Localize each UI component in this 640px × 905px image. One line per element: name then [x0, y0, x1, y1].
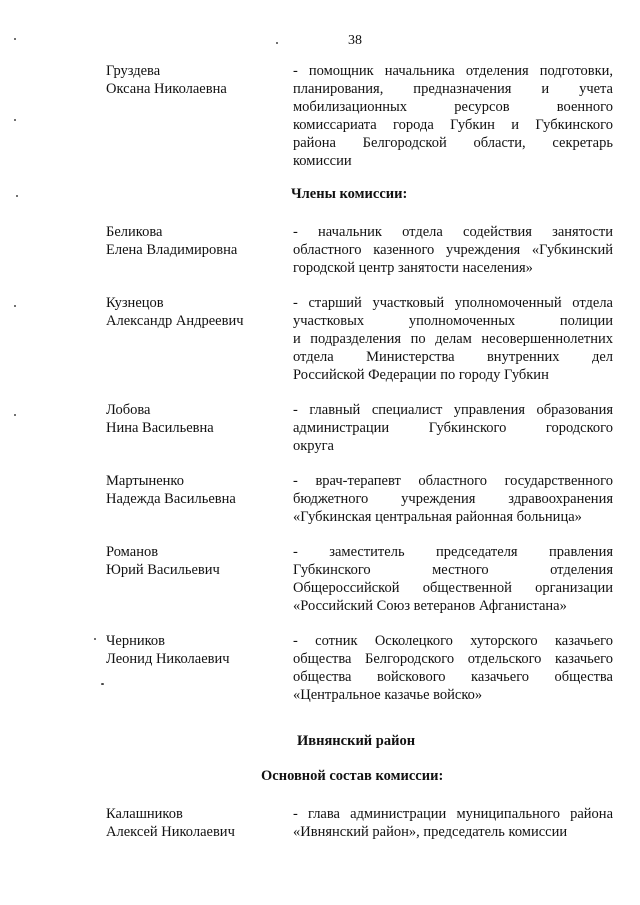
person-role	[293, 223, 613, 277]
person-given-names: Алексей Николаевич	[106, 824, 235, 840]
role-line: «Ивнянский район», председатель комиссии	[293, 824, 568, 840]
person-name	[106, 543, 281, 579]
scan-speck	[276, 42, 278, 44]
role-line: - помощник начальника отделения подготовки,	[293, 63, 613, 79]
role-line: «Российский Союз ветеранов Афганистана»	[293, 598, 567, 614]
person-given-names: Оксана Николаевна	[106, 81, 227, 97]
person-role	[293, 543, 613, 615]
person-surname: Кузнецов	[106, 295, 164, 311]
scan-speck	[14, 119, 16, 121]
person-role	[293, 294, 613, 384]
scan-speck	[94, 638, 96, 640]
person-name	[106, 294, 281, 330]
person-surname: Черников	[106, 633, 166, 649]
members-heading: Члены комиссии:	[291, 186, 408, 202]
person-name	[106, 62, 281, 98]
role-line: мобилизационных ресурсов военного	[293, 99, 613, 115]
scan-speck	[14, 38, 16, 40]
role-line: отдела Министерства внутренних дел	[293, 349, 613, 365]
role-line: комиссариата города Губкин и Губкинского	[293, 117, 613, 133]
scan-speck	[101, 683, 104, 685]
scan-speck	[14, 305, 16, 307]
role-line: - врач-терапевт областного государственного	[293, 473, 613, 489]
role-line: общества Белгородского отдельского казачьего	[293, 651, 613, 667]
person-surname: Мартыненко	[106, 473, 184, 489]
person-role	[293, 62, 613, 170]
role-line: округа	[293, 438, 334, 454]
person-given-names: Елена Владимировна	[106, 242, 238, 258]
role-line: областного казенного учреждения «Губкинский	[293, 242, 613, 258]
main-composition-heading: Основной состав комиссии:	[261, 768, 444, 784]
role-line: Губкинского местного отделения	[293, 562, 613, 578]
role-line: городской центр занятости населения»	[293, 260, 533, 276]
person-given-names: Надежда Васильевна	[106, 491, 236, 507]
person-given-names: Нина Васильевна	[106, 420, 214, 436]
role-line: «Губкинская центральная районная больница»	[293, 509, 582, 525]
district-heading: Ивнянский район	[297, 733, 416, 749]
person-name	[106, 805, 281, 841]
person-given-names: Юрий Васильевич	[106, 562, 220, 578]
person-surname: Лобова	[106, 402, 151, 418]
role-line: администрации Губкинского городского	[293, 420, 613, 436]
role-line: участковых уполномоченных полиции	[293, 313, 613, 329]
person-surname: Калашников	[106, 806, 183, 822]
person-role	[293, 472, 613, 526]
role-line: - сотник Осколецкого хуторского казачьего	[293, 633, 613, 649]
person-given-names: Александр Андреевич	[106, 313, 244, 329]
role-line: - заместитель председателя правления	[293, 544, 613, 560]
person-role	[293, 805, 613, 841]
person-role	[293, 632, 613, 704]
person-surname: Груздева	[106, 63, 161, 79]
role-line: и подразделения по делам несовершеннолетних	[293, 331, 613, 347]
scan-speck	[16, 195, 18, 197]
person-surname: Беликова	[106, 224, 163, 240]
person-name	[106, 472, 281, 508]
scan-speck	[14, 414, 16, 416]
role-line: Общероссийской общественной организации	[293, 580, 613, 596]
person-given-names: Леонид Николаевич	[106, 651, 230, 667]
role-line: Российской Федерации по городу Губкин	[293, 367, 549, 383]
role-line: общества войскового казачьего общества	[293, 669, 613, 685]
role-line: - старший участковый уполномоченный отдела	[293, 295, 613, 311]
role-line: - начальник отдела содействия занятости	[293, 224, 613, 240]
role-line: «Центральное казачье войско»	[293, 687, 483, 703]
page-number: 38	[348, 33, 362, 48]
person-role	[293, 401, 613, 455]
person-surname: Романов	[106, 544, 159, 560]
role-line: района Белгородской области, секретарь	[293, 135, 613, 151]
role-line: - глава администрации муниципального района	[293, 806, 613, 822]
role-line: - главный специалист управления образования	[293, 402, 613, 418]
person-name	[106, 223, 281, 259]
role-line: планирования, предназначения и учета	[293, 81, 613, 97]
person-name	[106, 632, 281, 668]
role-line: бюджетного учреждения здравоохранения	[293, 491, 613, 507]
person-name	[106, 401, 281, 437]
role-line: комиссии	[293, 153, 352, 169]
